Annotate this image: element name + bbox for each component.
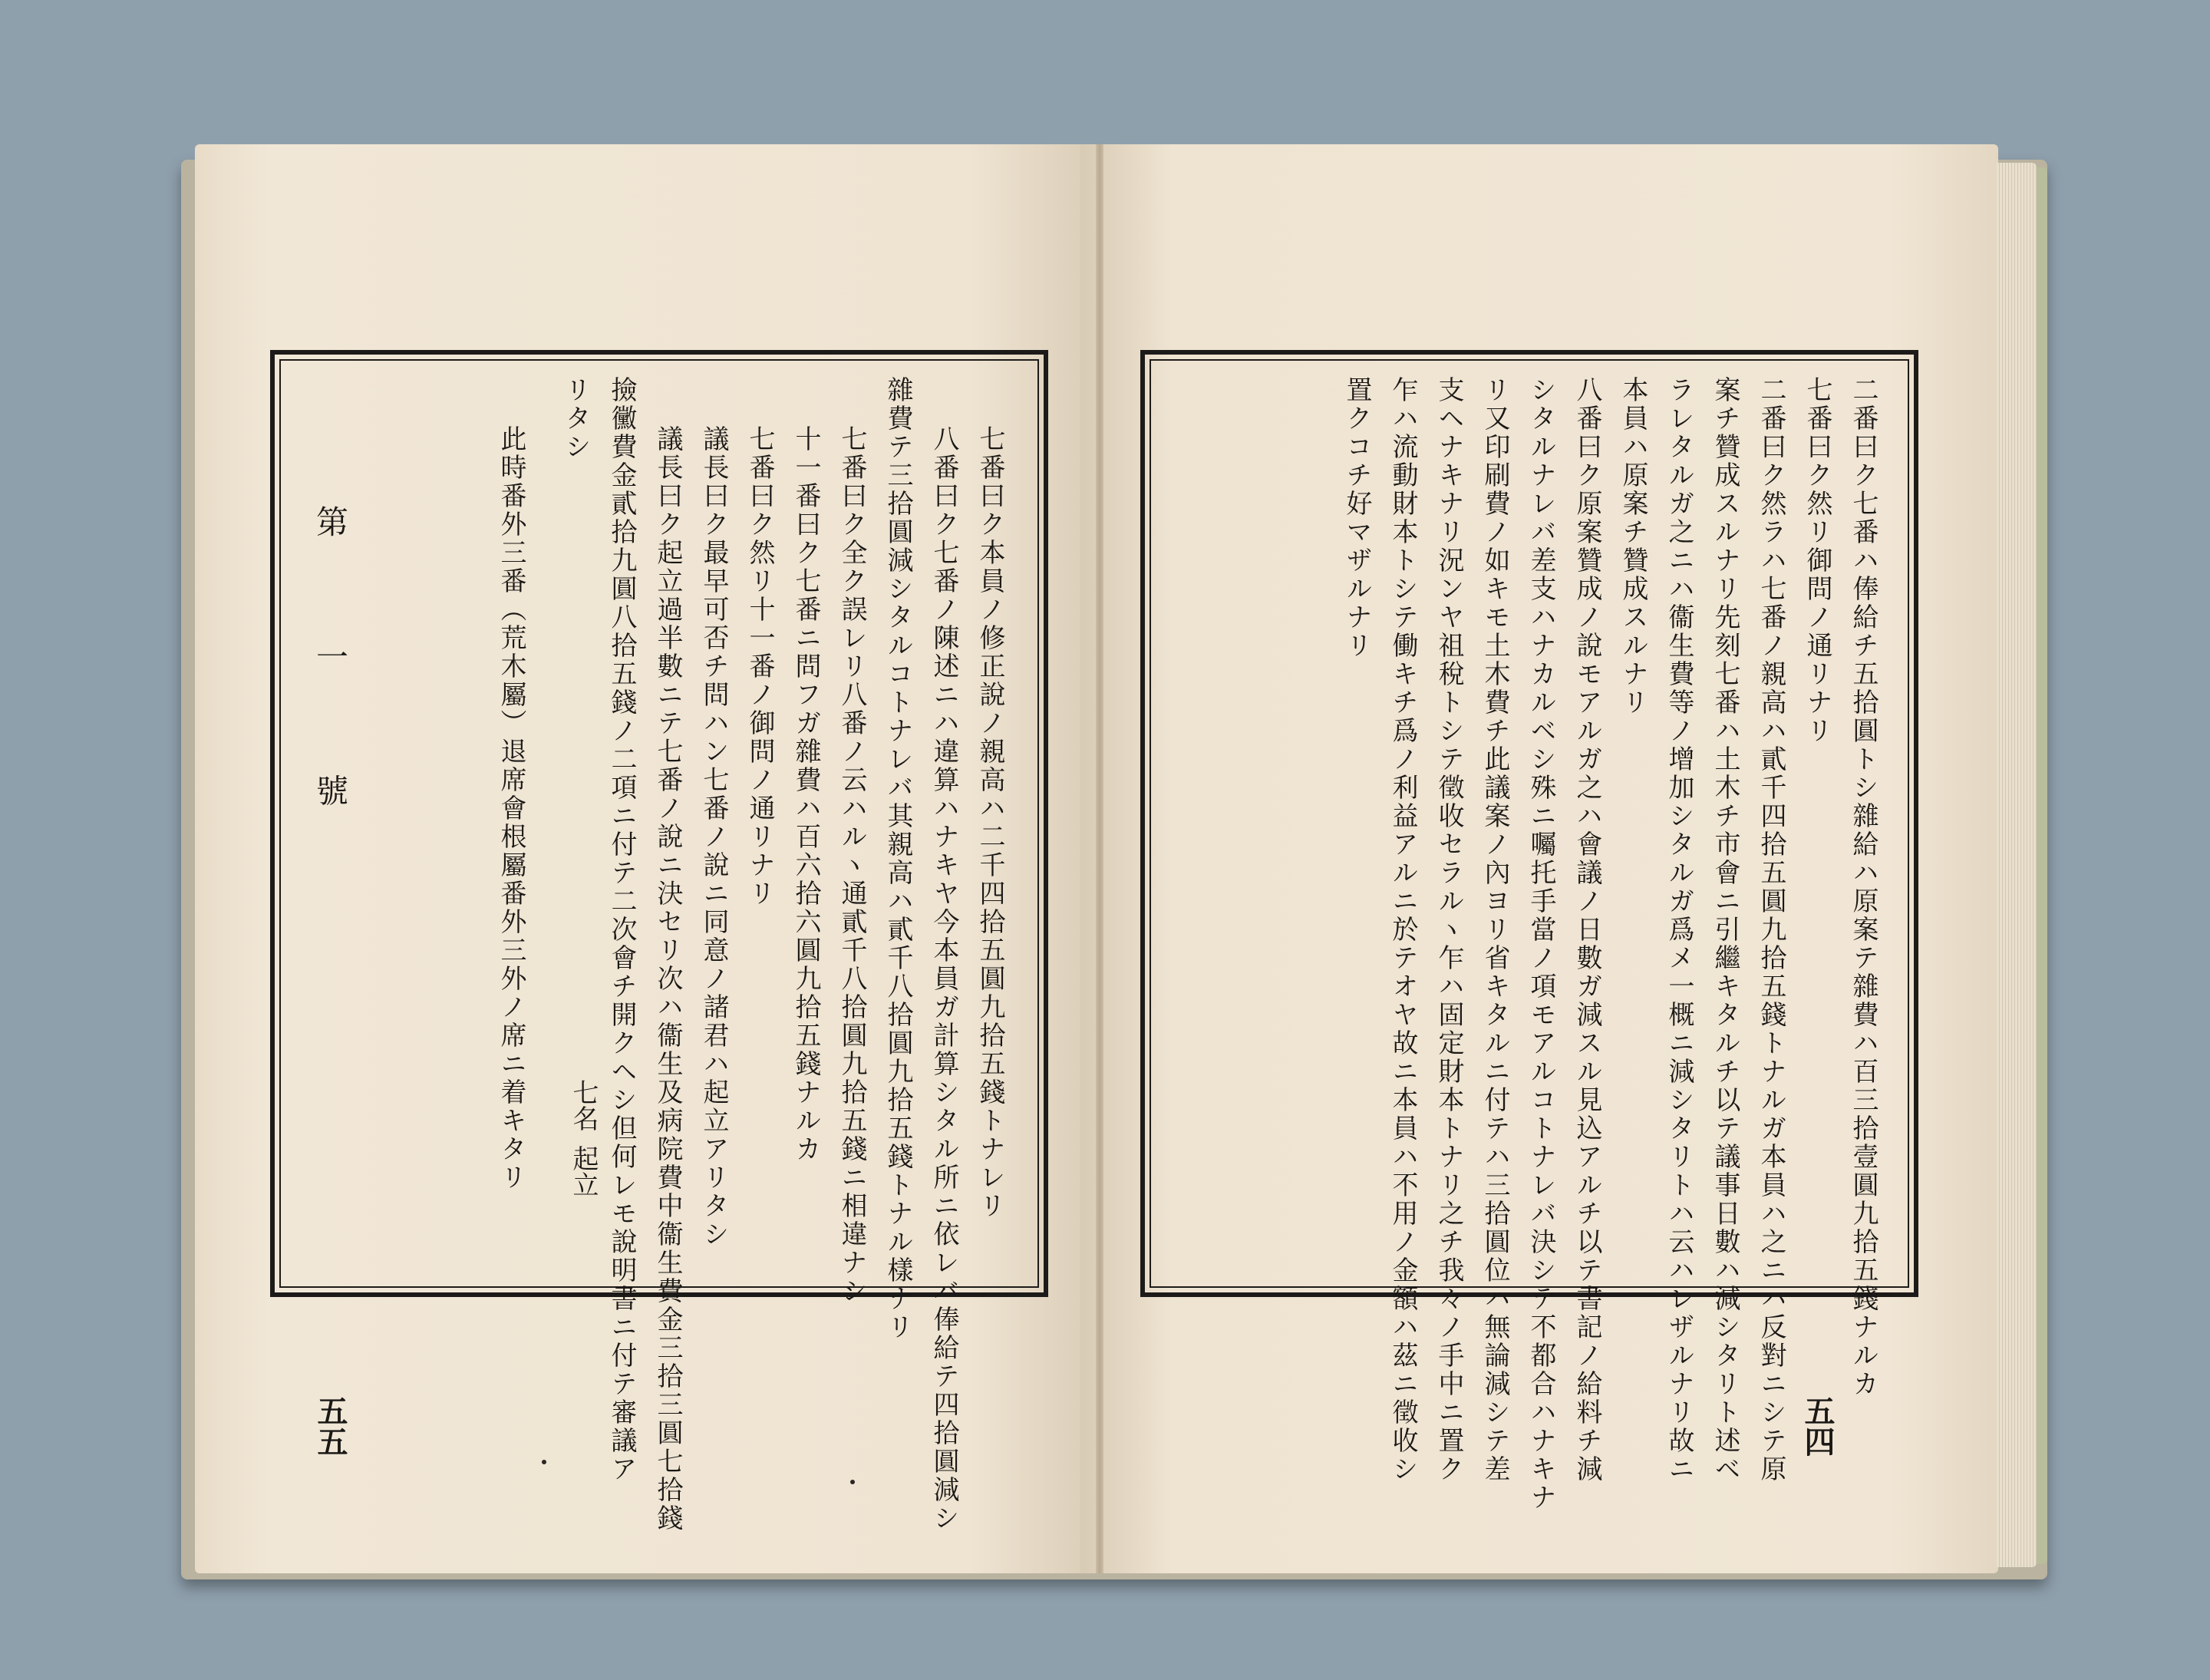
text-column: 七番曰ク本員ノ修正說ノ親高ハ二千四拾五圓九拾五錢トナレリ <box>975 425 1005 1220</box>
page-number-right: 五四 <box>1799 1395 1836 1457</box>
back-cover-edge <box>2037 167 2047 1564</box>
text-column: 二番曰ク然ラハ七番ノ親高ハ貳千四拾五圓九拾五錢トナルガ本員ハ之ニハ反對ニシテ原 <box>1756 376 1786 1484</box>
open-book <box>181 144 2047 1587</box>
column-spacer <box>534 376 552 1277</box>
text-column: 置クコチ好マザルナリ <box>1341 376 1372 660</box>
vote-tally <box>565 1033 602 1197</box>
text-column: 七番曰ク全ク誤レリ八番ノ云ハルヽ通貳千八拾圓九拾五錢ニ相違ナシ <box>836 425 867 1305</box>
text-column: シタルナレバ差支ハナカルベシ殊ニ囑托手當ノ項モアルコトナレバ決シテ不都合ハナキナ <box>1526 376 1556 1512</box>
text-column: 雜費テ三拾圓減シタルコトナレバ其親高ハ貳千八拾圓九拾五錢トナル樣ナリ <box>882 376 913 1342</box>
text-column: 八番曰ク七番ノ陳述ニハ違算ハナキヤ今本員ガ計算シタル所ニ依レバ俸給テ四拾圓減シ <box>929 425 959 1533</box>
text-column: 此時番外三番（荒木屬）退席會根屬番外三外ノ席ニ着キタリ <box>496 425 526 1192</box>
text-column: 議長曰ク最早可否チ問ハン七番ノ說ニ同意ノ諸君ハ起立アリタシ <box>698 425 729 1249</box>
book-gutter <box>1096 144 1103 1573</box>
text-column: 八番曰ク原案贊成ノ說モアルガ之ハ會議ノ日數ガ減スル見込アルチ以テ書記ノ給料チ減 <box>1572 376 1602 1484</box>
tally-count: 七名 <box>568 1079 599 1131</box>
running-title: 第 一 號 <box>312 505 349 853</box>
text-column: 乍ハ流動財本トシテ働キチ爲ノ利益アルニ於テオヤ故ニ本員ハ不用ノ金額ハ茲ニ徵收シ <box>1387 376 1418 1484</box>
text-column: 撿黴費金貳拾九圓八拾五錢ノ二項ニ付テ二次會チ開クヘシ但何レモ說明書ニ付テ審議ア <box>606 376 637 1484</box>
text-column: 案チ贊成スルナリ先刻七番ハ土木チ市會ニ引繼キタルチ以テ議事日數ハ減シタリト述ベ <box>1710 376 1740 1484</box>
text-column: 七番曰ク然リ御問ノ通リナリ <box>1802 376 1832 745</box>
tally-label: 起立 <box>568 1145 599 1197</box>
text-column: 支ヘナキナリ況ンヤ祖稅トシテ徵收セラルヽ乍ハ固定財本トナリ之チ我々ノ手中ニ置ク <box>1433 376 1464 1484</box>
ink-speck <box>850 1480 855 1484</box>
text-column: 七番曰ク然リ十一番ノ御問ノ通リナリ <box>744 425 775 908</box>
text-column: ラレタルガ之ニハ衞生費等ノ增加シタルガ爲メ一概ニ減シタリトハ云ハレザルナリ故ニ <box>1664 376 1694 1484</box>
ink-speck <box>542 1460 546 1464</box>
text-column: 二番曰ク七番ハ俸給チ五拾圓トシ雜給ハ原案テ雜費ハ百三拾壹圓九拾五錢ナルカ <box>1848 376 1879 1398</box>
text-column: 議長曰ク起立過半數ニテ七番ノ說ニ決セリ次ハ衞生及病院費中衞生費金三拾三圓七拾錢 <box>652 425 683 1533</box>
page-number-left: 五五 <box>312 1395 348 1457</box>
text-column: リ又印刷費ノ如キモ土木費チ此議案ノ內ヨリ省キタルニ付テハ三拾圓位ハ無論減シテ差 <box>1479 376 1510 1484</box>
text-column: 本員ハ原案チ贊成スルナリ <box>1618 376 1648 717</box>
text-column: 十一番曰ク七番ニ問フガ雜費ハ百六拾六圓九拾五錢ナルカ <box>790 425 821 1163</box>
text-column: リタシ <box>560 376 591 461</box>
page-edges <box>1997 163 2037 1567</box>
